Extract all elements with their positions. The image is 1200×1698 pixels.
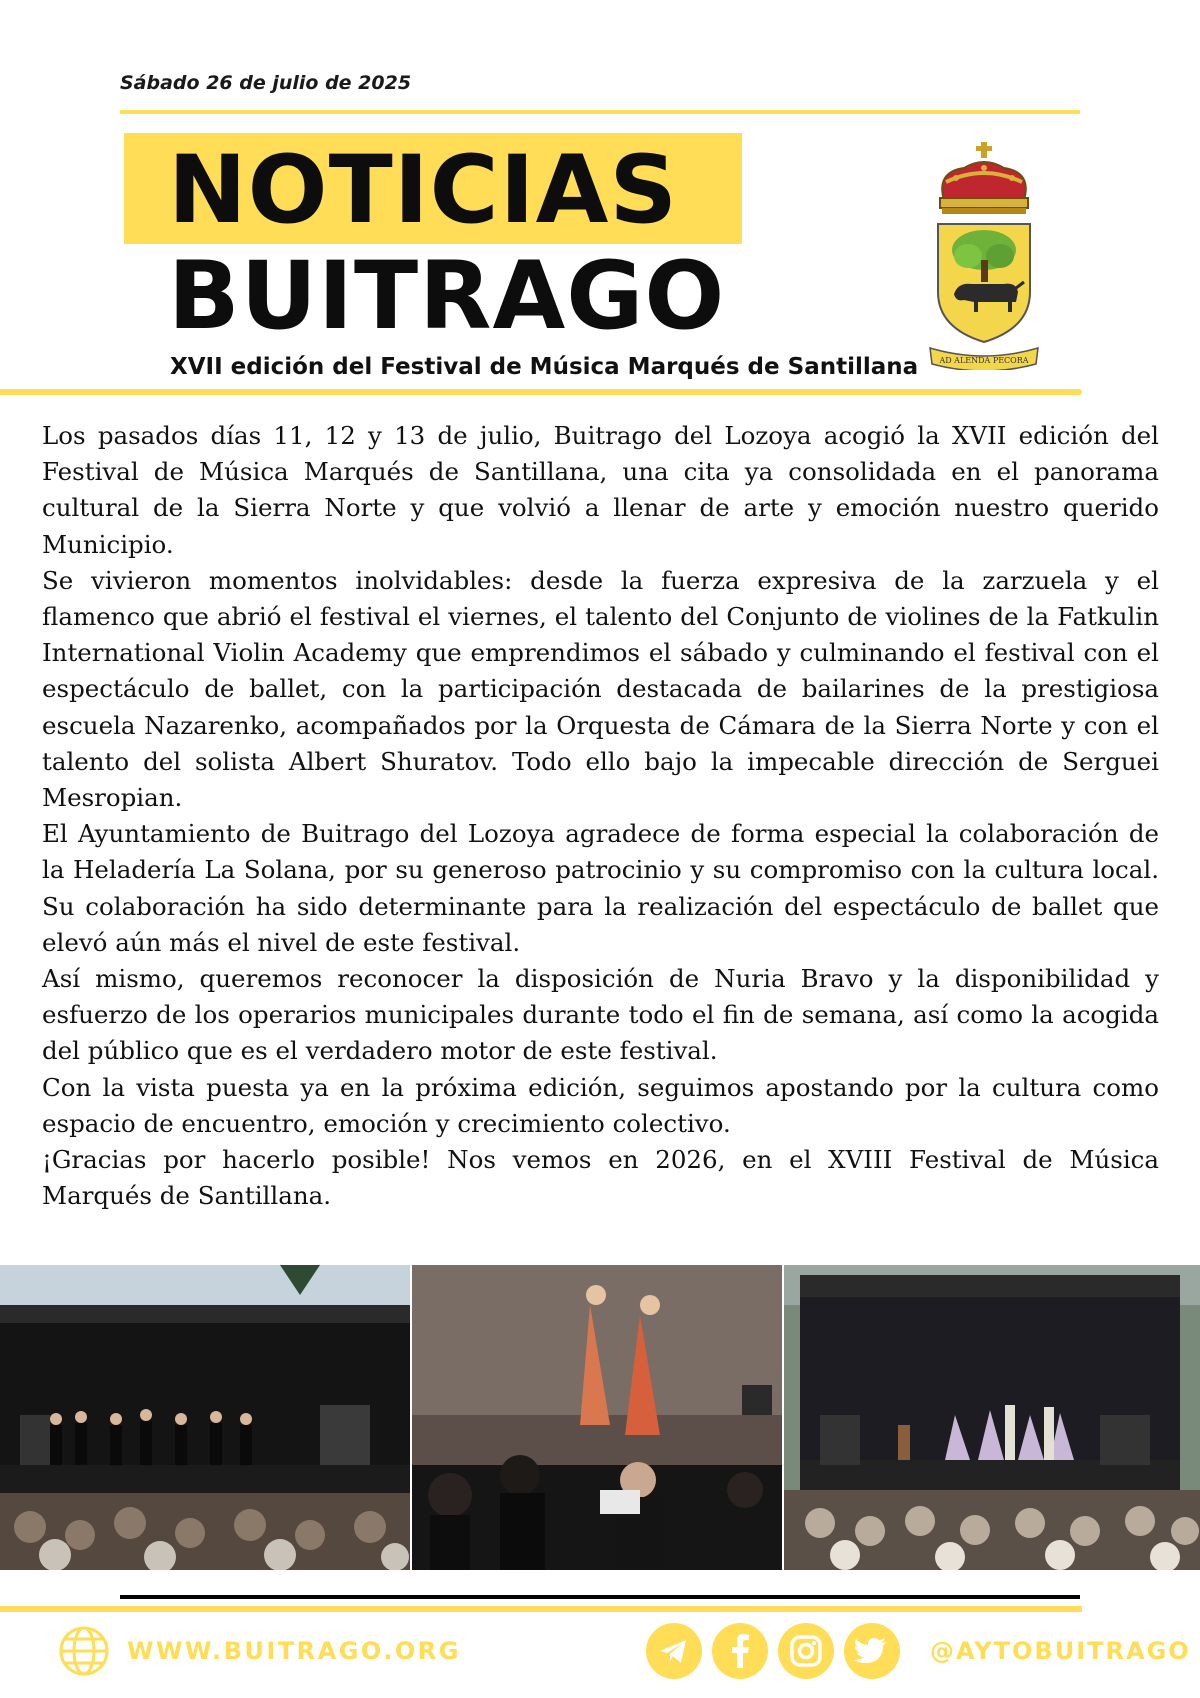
telegram-button[interactable] [646,1623,702,1679]
issue-date: Sábado 26 de julio de 2025 [120,72,412,94]
article-subtitle: XVII edición del Festival de Música Marqués de Santillana [170,354,919,380]
festival-photo-strip [0,1265,1200,1570]
footer-divider-black [120,1595,1080,1599]
article-paragraph-3: El Ayuntamiento de Buitrago del Lozoya agradece de forma especial la colaboración de la Heladería La Solana, por su generoso patrocinio y su compromiso con la cultura local. Su colaboración ha sido determinante para la realización del espectáculo de ballet que elevó aún más el nivel de este festival. [42,819,1159,957]
footer-divider-yellow [0,1606,1082,1612]
telegram-icon [646,1623,702,1679]
header-divider [0,389,1082,395]
social-handle-link[interactable]: @AYTOBUITRAGO [930,1637,1191,1665]
twitter-button[interactable] [844,1623,900,1679]
photo-zarzuela-flamenco [784,1265,1200,1570]
globe-icon [58,1625,110,1677]
website-link[interactable]: WWW.BUITRAGO.ORG [127,1637,461,1665]
facebook-icon [712,1623,768,1679]
article-paragraph-5: Con la vista puesta ya en la próxima edición, seguimos apostando por la cultura como espacio de encuentro, emoción y crecimiento colectivo. [42,1072,1159,1138]
masthead-title-line2: BUITRAGO [168,242,726,351]
instagram-icon [778,1623,834,1679]
top-divider [120,110,1080,114]
facebook-button[interactable] [712,1623,768,1679]
masthead-title-line1: NOTICIAS [168,136,679,245]
photo-ballet [412,1265,782,1570]
coat-of-arms-icon [924,142,1044,370]
article-paragraph-6: ¡Gracias por hacerlo posible! Nos vemos en 2026, en el XVIII Festival de Música Marqués de Santillana. [42,1145,1159,1211]
instagram-button[interactable] [778,1623,834,1679]
article-paragraph-4: Así mismo, queremos reconocer la disposición de Nuria Bravo y la disponibilidad y esfuerzo de los operarios municipales durante todo el fin de semana, así como la acogida del público que es el verdadero motor de este festival. [42,964,1159,1066]
article-body [42,418,1159,1214]
photo-violin-ensemble [0,1265,410,1570]
article-paragraph-1: Los pasados días 11, 12 y 13 de julio, Buitrago del Lozoya acogió la XVII edición del Festival de Música Marqués de Santillana, una cita ya consolidada en el panorama cultural de la Sierra Norte y que volvió a llenar de arte y emoción nuestro querido Municipio. [42,421,1159,559]
twitter-icon [844,1623,900,1679]
article-paragraph-2: Se vivieron momentos inolvidables: desde la fuerza expresiva de la zarzuela y el flamenco que abrió el festival el viernes, el talento del Conjunto de violines de la Fatkulin International Violin Academy que emprendimos el sábado y culminando el festival con el espectáculo de ballet, con la participación destacada de bailarines de la prestigiosa escuela Nazarenko, acompañados por la Orquesta de Cámara de la Sierra Norte y con el talento del solista Albert Shuratov. Todo ello bajo la impecable dirección de Serguei Mesropian. [42,565,1159,813]
crest-motto: AD ALENDA PECORA [939,356,1029,365]
